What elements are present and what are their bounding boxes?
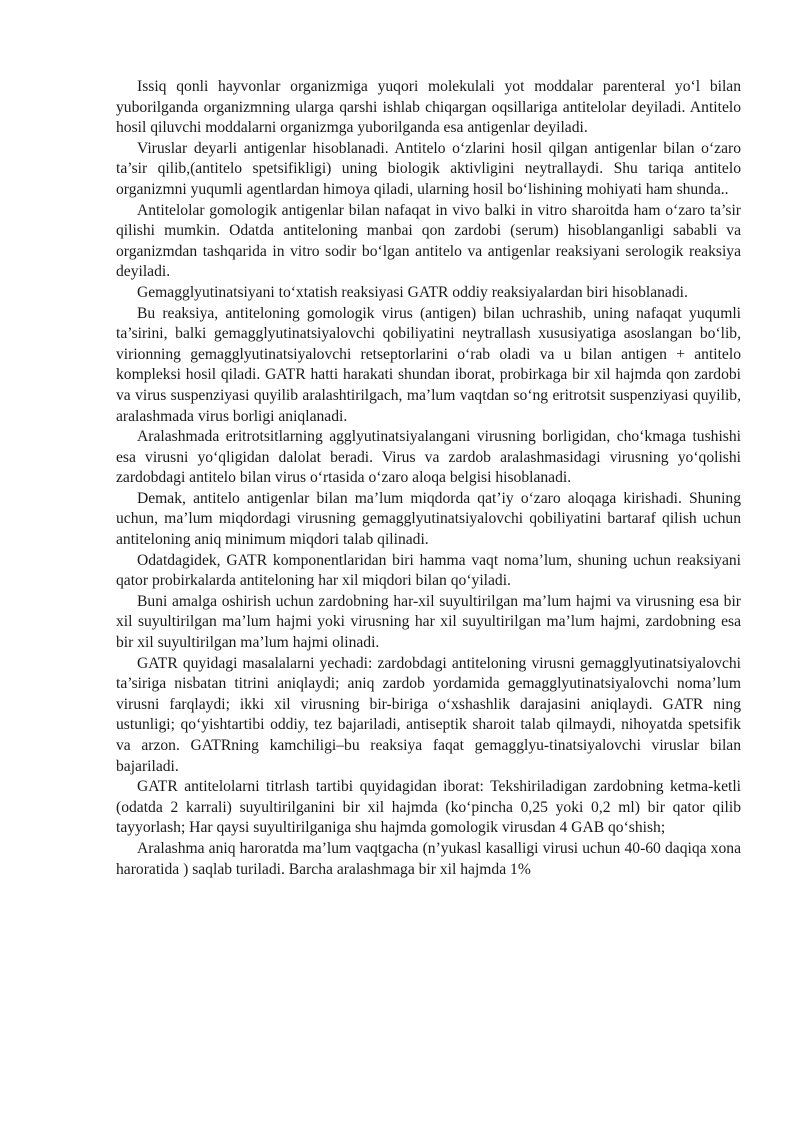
paragraph-demak: Demak, antitelo antigenlar bilan ma’lum miqdorda qat’iy o‘zaro aloqaga kirishadi. Shuning uchun, ma’lum miqdordagi virusning gemagglyutinatsiyalovchi qobiliyatini bartaraf qilish uchun antiteloning aniq minimum miqdori talab qilinadi. (116, 489, 741, 549)
paragraph-gatr-intro: Gemagglyutinatsiyani to‘xtatish reaksiyasi GATR oddiy reaksiyalardan biri hisoblanadi. (137, 283, 688, 301)
document-page (116, 77, 741, 880)
paragraph-titrlash-tartibi: GATR antitelolarni titrlash tartibi quyidagidan iborat: Tekshiriladigan zardobning ketma-ketli (odatda 2 karrali) suyultirilganini bir xil hajmda (ko‘pincha 0,25 yoki 0,2 ml) bir qator qilib tayyorlash; Har qaysi suyultirilganiga shu hajmda gomologik virusdan 4 GAB qo‘shish; (116, 778, 741, 837)
paragraph-antitelolar-definition: Issiq qonli hayvonlar organizmiga yuqori molekulali yot moddalar parenteral yo‘l bilan yuborilganda organizmning ularga qarshi ishlab chiqargan oqsillariga antitelolar deyiladi. Antitelo hosil qiluvchi moddalarni organizmga yuborilganda esa antigenlar deyiladi. (116, 78, 741, 137)
paragraph-reaksiya-mechanism: Bu reaksiya, antiteloning gomologik virus (antigen) bilan uchrashib, uning nafaqat yuqumli ta’sirini, balki gemagglyutinatsiyalovchi qobiliyatini neytrallash xususiyatiga asoslangan bo‘lib, virionning gemagglyutinatsiyalovchi retseptorlarini o‘rab oladi va u bilan antigen + antitelo kompleksi hosil qiladi. GATR hatti harakati shundan iborat, probirkaga bir xil hajmda qon zardobi va virus suspenziyasi quyilib aralashtirilgach, ma’lum vaqtdan so‘ng eritrotsit suspenziyasi quyilib, aralashmada virus borligi aniqlanadi. (116, 304, 741, 425)
paragraph-aralashma: Aralashma aniq haroratda ma’lum vaqtgacha (n’yukasl kasalligi virusi uchun 40-60 daqiqa xona haroratida ) saqlab turiladi. Barcha aralashmaga bir xil hajmda 1% (116, 839, 741, 878)
paragraph-buni-amalga: Buni amalga oshirish uchun zardobning har-xil suyultirilgan ma’lum hajmi va virusning esa bir xil suyultirilgan ma’lum hajmi yoki virusning har xil suyultirilgan ma’lum hajmi, zardobning esa bir xil suyultirilgan ma’lum hajmi olinadi. (116, 592, 741, 652)
paragraph-gatr-masalalar: GATR quyidagi masalalarni yechadi: zardobdagi antiteloning virusni gemagglyutinatsiyalovchi ta’siriga nisbatan titrini aniqlaydi; aniq zardob yordamida gemagglyutinatsiyalovchi noma’lum virusni farqlaydi; ikki xil virusning bir-biriga o‘xshashlik darajasini aniqlaydi. GATR ning ustunligi; qo‘yishtartibi oddiy, tez bajariladi, antiseptik sharoit talab qilmaydi, nihoyatda spetsifik va arzon. GATRning kamchiligi–bu reaksiya faqat gemagglyu-tinatsiyalovchi viruslar bilan bajariladi. (116, 654, 741, 775)
paragraph-viruslar-antigenlar: Viruslar deyarli antigenlar hisoblanadi. Antitelo o‘zlarini hosil qilgan antigenlar bilan o‘zaro ta’sir qilib,(antitelo spetsifikligi) uning biologik aktivligini neytrallaydi. Shu tariqa antitelo organizmni yuqumli agentlardan himoya qiladi, ularning hosil bo‘lishining mohiyati ham shunda.. (116, 139, 741, 198)
paragraph-serologik-reaksiya: Antitelolar gomologik antigenlar bilan nafaqat in vivo balki in vitro sharoitda ham o‘zaro ta’sir qilishi mumkin. Odatda antiteloning manbai qon zardobi (serum) hisoblanganligi sababli va organizmdan tashqarida in vitro sodir bo‘lgan antitelo va antigenlar reaksiyani serologik reaksiya deyiladi. (116, 201, 741, 281)
paragraph-agglyutinatsiya: Aralashmada eritrotsitlarning agglyutinatsiyalangani virusning borligidan, cho‘kmaga tushishi esa virusni yo‘qligidan dalolat beradi. Virus va zardob aralashmasidagi virusning yo‘qolishi zardobdagi antitelo bilan virus o‘rtasida o‘zaro aloqa belgisi hisoblanadi. (116, 428, 741, 487)
paragraph-odatdagidek: Odatdagidek, GATR komponentlaridan biri hamma vaqt noma’lum, shuning uchun reaksiyani qator probirkalarda antiteloning har xil miqdori bilan qo‘yiladi. (116, 551, 741, 590)
